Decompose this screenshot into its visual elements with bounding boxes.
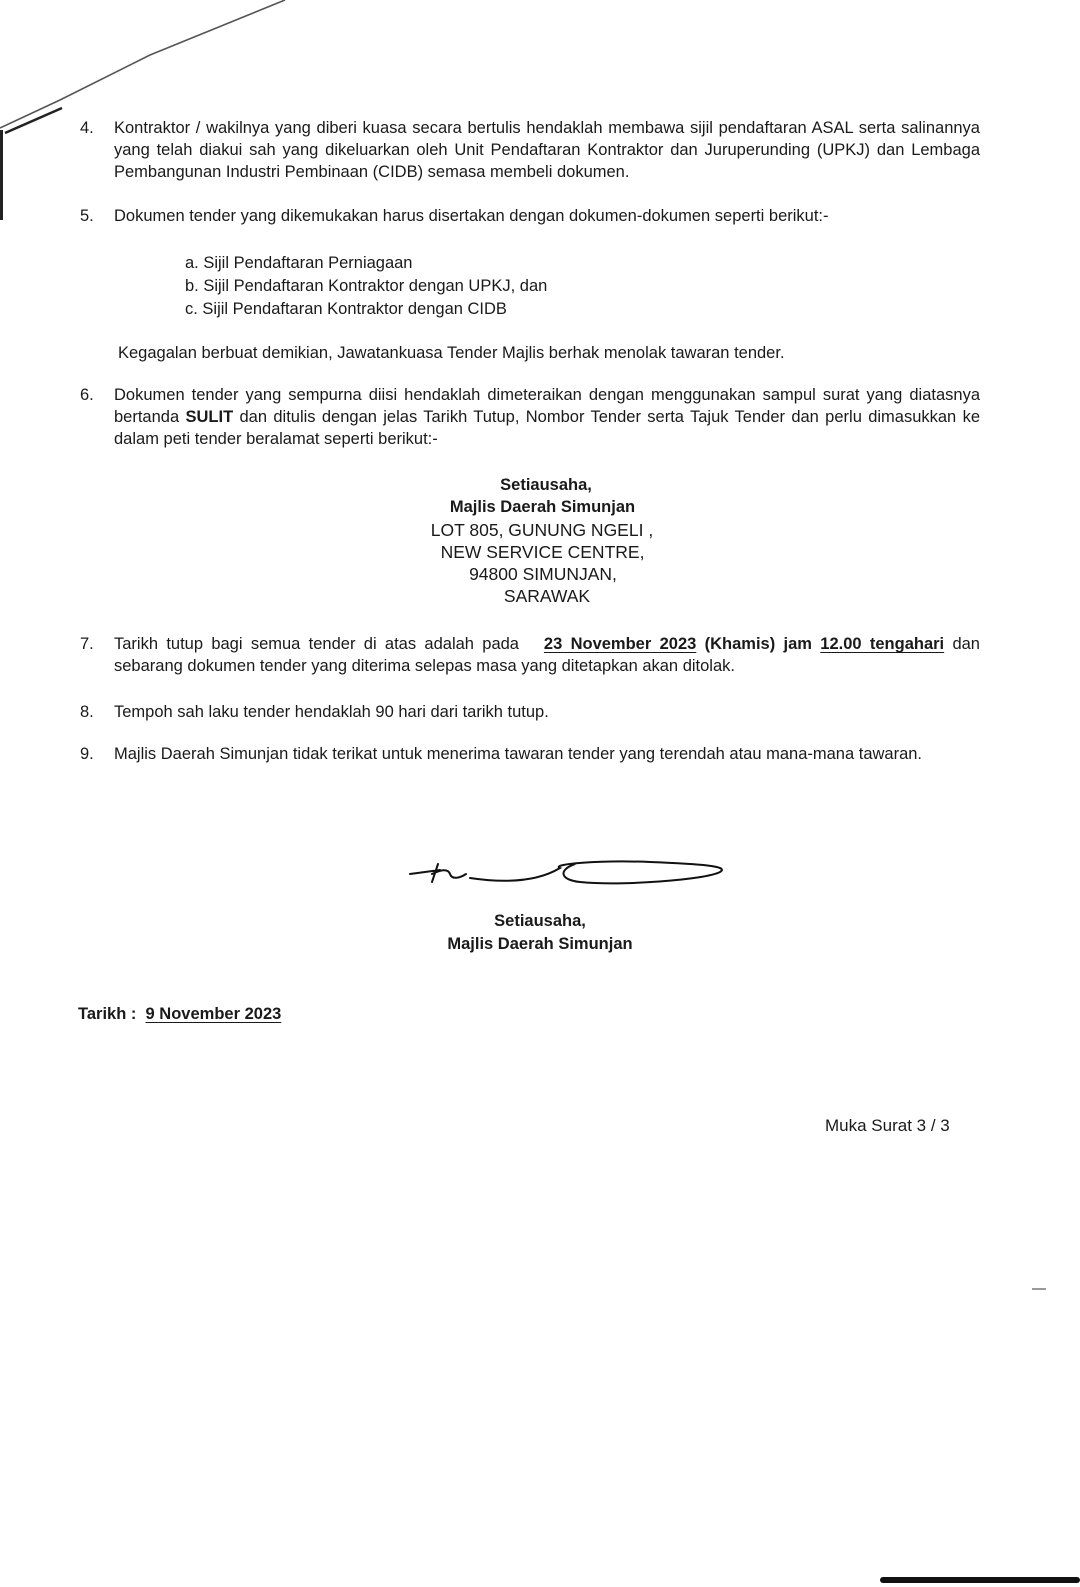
clause-text: Majlis Daerah Simunjan tidak terikat untuk menerima tawaran tender yang terendah atau mana-mana tawaran. xyxy=(114,745,923,763)
address-org: Majlis Daerah Simunjan xyxy=(449,498,636,516)
sulit-label: SULIT xyxy=(185,408,234,426)
clause-text: Dokumen tender yang sempurna diisi hendaklah dimeteraikan dengan menggunakan sampul surat yang diatasnya bertanda SULIT dan ditulis dengan jelas Tarikh Tutup, Nombor Tender serta Tajuk Tender dan perlu dimasukkan ke dalam peti tender beralamat seperti berikut:- xyxy=(114,386,980,448)
clause-text: Dokumen tender yang dikemukakan harus disertakan dengan dokumen-dokumen seperti berikut:- xyxy=(114,207,829,225)
tender-box-address xyxy=(0,474,1080,607)
clause-text: Kontraktor / wakilnya yang diberi kuasa secara bertulis hendaklah membawa sijil pendaftaran ASAL serta salinannya yang telah diakui sah yang dikeluarkan oleh Unit Pendaftaran Kontraktor dan Juruperunding (UPKJ) dan Lembaga Pembangunan Industri Pembinaan (CIDB) semasa membeli dokumen. xyxy=(114,119,980,181)
closing-date: 23 November 2023 xyxy=(543,635,697,653)
address-line: NEW SERVICE CENTRE, xyxy=(440,542,645,562)
clause-9 xyxy=(80,743,980,765)
closing-day: (Khamis) jam xyxy=(704,635,812,653)
date-label: Tarikh : xyxy=(78,1005,137,1023)
clause-number: 9. xyxy=(80,745,94,763)
clause-7 xyxy=(80,633,980,677)
address-line: 94800 SIMUNJAN, xyxy=(469,564,617,584)
list-item: b. Sijil Pendaftaran Kontraktor dengan UPKJ, dan xyxy=(185,277,548,295)
clause-number: 6. xyxy=(80,386,94,404)
clause-text: Tempoh sah laku tender hendaklah 90 hari dari tarikh tutup. xyxy=(114,703,549,721)
required-documents-list xyxy=(185,252,547,321)
clause-5 xyxy=(80,205,980,227)
address-line: SARAWAK xyxy=(503,586,591,606)
signatory-org: Majlis Daerah Simunjan xyxy=(447,935,633,953)
page-number: Muka Surat 3 / 3 xyxy=(825,1116,950,1135)
clause-number: 7. xyxy=(80,635,94,653)
failure-note: Kegagalan berbuat demikian, Jawatankuasa Tender Majlis berhak menolak tawaran tender. xyxy=(118,344,785,362)
document-date xyxy=(78,1005,281,1024)
paper-edge-shadow xyxy=(0,130,3,220)
clause-4 xyxy=(80,117,980,183)
clause-number: 8. xyxy=(80,703,94,721)
closing-time: 12.00 tengahari xyxy=(820,635,945,653)
scan-mark xyxy=(1032,1288,1046,1290)
clause-number: 5. xyxy=(80,207,94,225)
paper-edge-shadow xyxy=(880,1577,1080,1583)
list-item: a. Sijil Pendaftaran Perniagaan xyxy=(185,254,413,272)
signature xyxy=(400,850,750,905)
clause-number: 4. xyxy=(80,119,94,137)
clause-text: Tarikh tutup bagi semua tender di atas adalah pada 23 November 2023 (Khamis) jam 12.00 tengahari dan sebarang dokumen tender yang diterima selepas masa yang ditetapkan akan ditolak. xyxy=(114,635,980,675)
address-title: Setiausaha, xyxy=(500,476,592,494)
list-item: c. Sijil Pendaftaran Kontraktor dengan CIDB xyxy=(185,300,507,318)
clause-8 xyxy=(80,701,980,723)
clause-6 xyxy=(80,384,980,450)
date-value: 9 November 2023 xyxy=(145,1005,282,1023)
address-line: LOT 805, GUNUNG NGELI , xyxy=(430,520,654,540)
signatory-title: Setiausaha, xyxy=(494,912,586,930)
